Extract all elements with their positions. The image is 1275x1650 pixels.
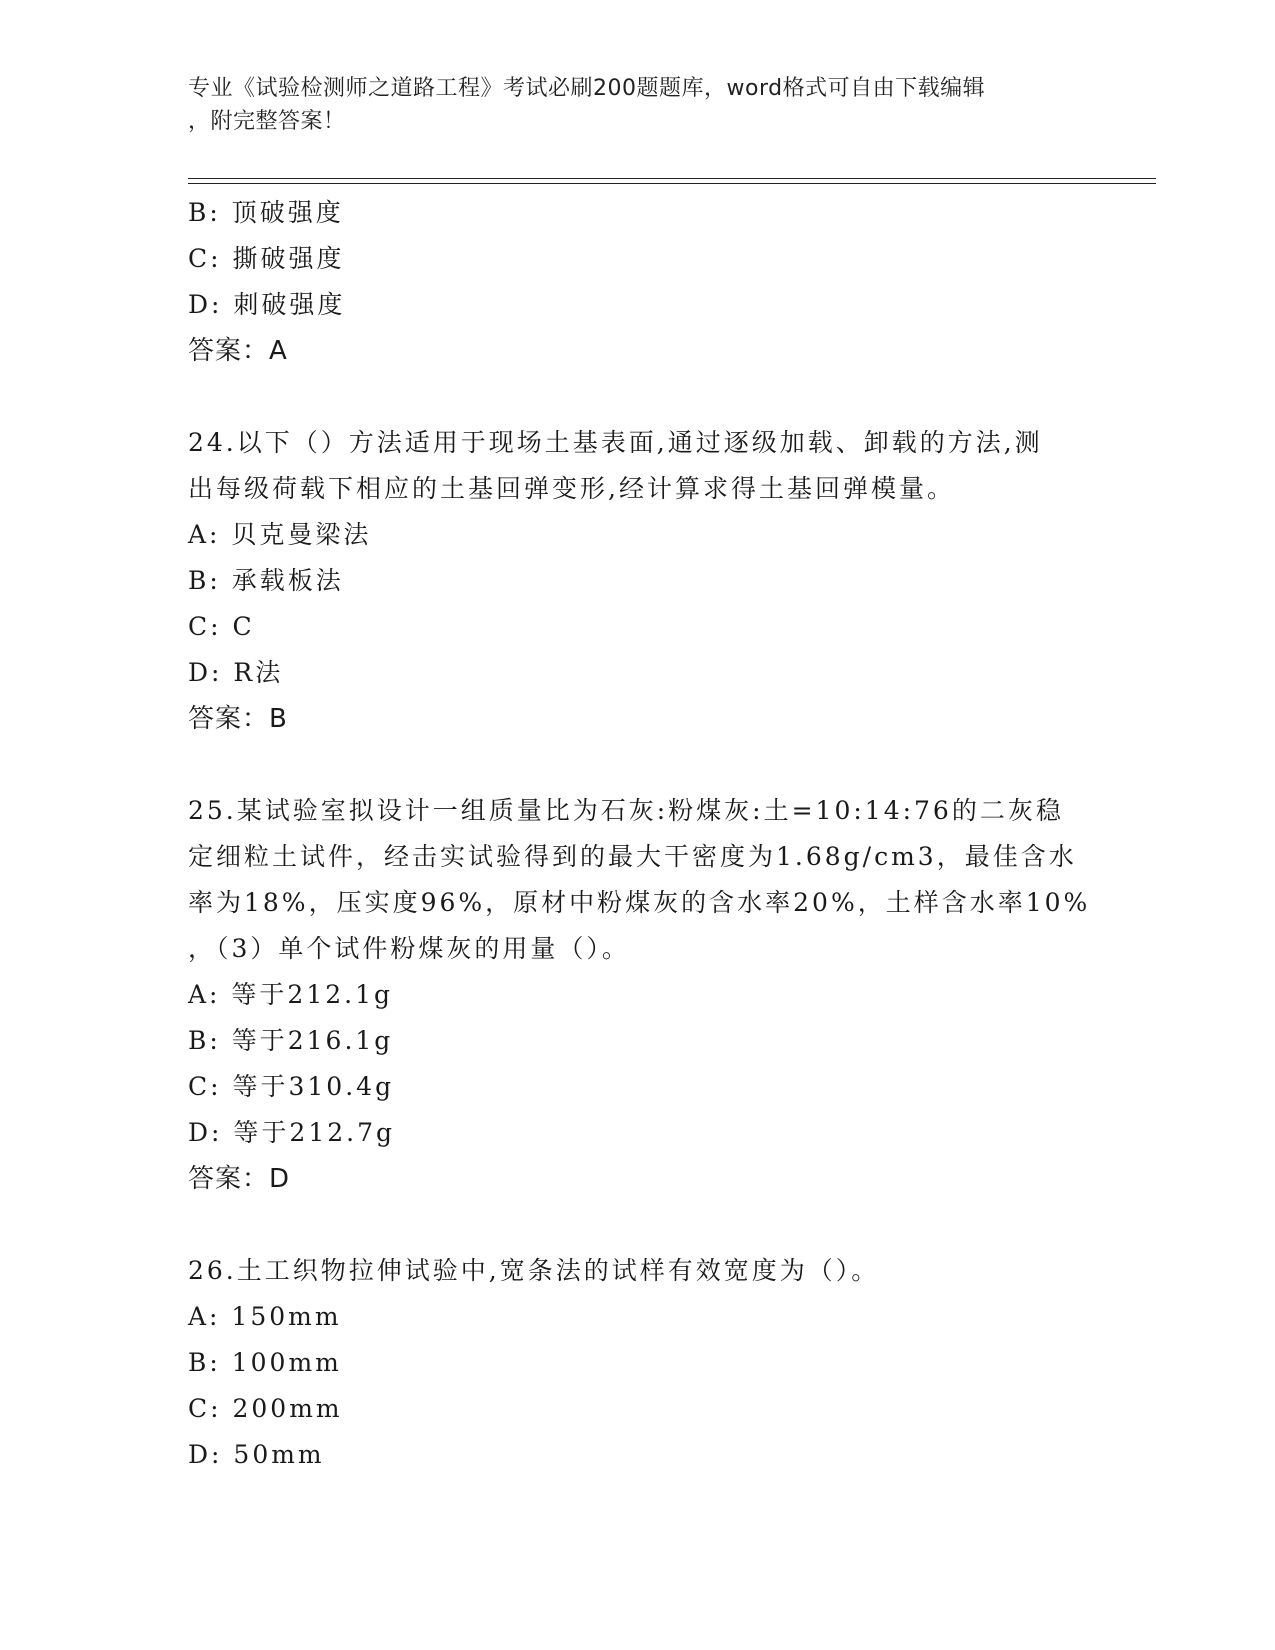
option-d: D: R法 (188, 658, 284, 687)
question-text-line: 率为18%，压实度96%，原材中粉煤灰的含水率20%，土样含水率10% (188, 888, 1091, 917)
question-text-line: 定细粒土试件，经击实试验得到的最大干密度为1.68g/cm3，最佳含水 (188, 842, 1077, 871)
answer: 答案：B (188, 704, 288, 734)
option-d: D: 等于212.7g (188, 1118, 395, 1147)
option-d: D: 50mm (188, 1440, 325, 1469)
question-25 (188, 788, 1091, 1202)
spacer (188, 742, 1088, 788)
header-rule-top (188, 178, 1156, 179)
question-23 (188, 190, 1088, 374)
option-d: D: 刺破强度 (188, 290, 346, 319)
header-line-1: 专业《试验检测师之道路工程》考试必刷200题题库，word格式可自由下载编辑 (188, 76, 986, 101)
question-text-line: 24.以下（）方法适用于现场土基表面,通过逐级加载、卸载的方法,测 (188, 428, 1043, 457)
question-text-line: 25.某试验室拟设计一组质量比为石灰:粉煤灰:土=10:14:76的二灰稳 (188, 796, 1064, 825)
option-b: B: 等于216.1g (188, 1026, 394, 1055)
option-c: C: 撕破强度 (188, 244, 345, 273)
question-text-line: ，（3）单个试件粉煤灰的用量（）。 (188, 934, 630, 963)
document-header (188, 72, 1068, 138)
option-b: B: 承载板法 (188, 566, 344, 595)
option-c: C: 等于310.4g (188, 1072, 395, 1101)
option-a: A: 贝克曼梁法 (188, 520, 372, 549)
option-b: B: 100mm (188, 1348, 342, 1377)
option-c: C: C (188, 612, 255, 641)
answer: 答案：D (188, 1164, 291, 1194)
question-text-line: 出每级荷载下相应的土基回弹变形,经计算求得土基回弹模量。 (188, 474, 955, 503)
spacer (188, 374, 1088, 420)
question-list (188, 190, 1091, 1478)
option-c: C: 200mm (188, 1394, 343, 1423)
option-b: B: 顶破强度 (188, 198, 344, 227)
header-rule-bottom (188, 183, 1156, 184)
option-a: A: 150mm (188, 1302, 342, 1331)
question-26 (188, 1248, 1088, 1478)
header-line-2: ，附完整答案！ (188, 109, 346, 134)
option-a: A: 等于212.1g (188, 980, 393, 1009)
spacer (188, 1202, 1088, 1248)
question-text-line: 26.土工织物拉伸试验中,宽条法的试样有效宽度为（）。 (188, 1256, 880, 1285)
answer: 答案：A (188, 336, 288, 366)
question-24 (188, 420, 1088, 742)
